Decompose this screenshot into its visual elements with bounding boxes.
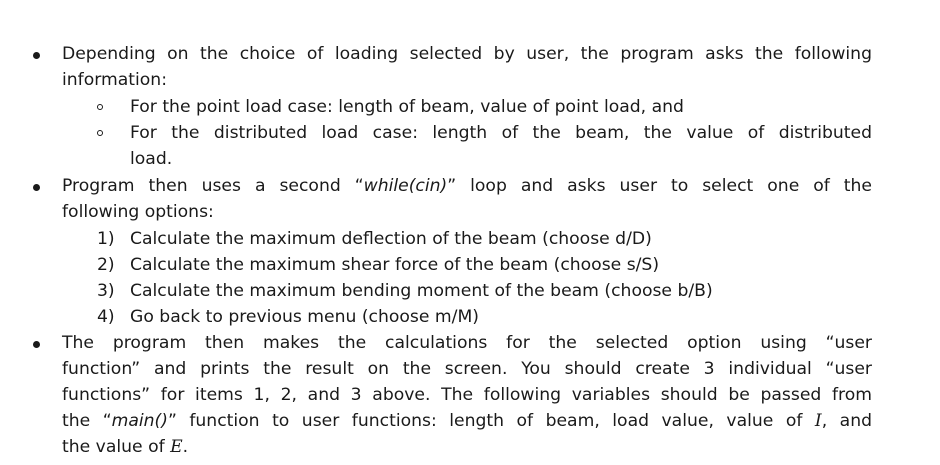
bullet3-line4-code: main() (111, 411, 168, 431)
bullet3-line1: The program then makes the calculations for the selected option using “user (62, 333, 872, 353)
sub-bullet-marker-1 (97, 104, 103, 110)
option-text-1: Calculate the maximum deflection of the beam (choose d/D) (130, 229, 652, 249)
bullet3-line5 (62, 436, 188, 458)
bullet2-line2: following options: (62, 202, 214, 222)
bullet3-line4 (62, 410, 872, 432)
bullet1-line1: Depending on the choice of loading selected by user, the program asks the following (62, 44, 872, 64)
bullet3-line4-mid: ” function to user functions: length of beam, load value, value of (167, 411, 815, 431)
bullet2-line1-code: while(cin) (363, 176, 448, 196)
bullet1-sub2-line1: For the distributed load case: length of the beam, the value of distributed (130, 123, 872, 143)
bullet3-line5-var-E: E (170, 437, 183, 457)
bullet3-line4-post: , and (821, 411, 873, 431)
bullet3-line5-pre: the value of (62, 437, 171, 457)
bullet1-line2: information: (62, 70, 167, 90)
bullet-marker-3 (33, 341, 40, 348)
bullet2-line1-pre: Program then uses a second “ (62, 176, 364, 196)
bullet3-line3: functions” for items 1, 2, and 3 above. The following variables should be passed from (62, 385, 872, 405)
bullet2-line1 (62, 175, 872, 197)
bullet-marker-2 (33, 184, 40, 191)
option-text-4: Go back to previous menu (choose m/M) (130, 307, 479, 327)
option-text-3: Calculate the maximum bending moment of the beam (choose b/B) (130, 281, 713, 301)
option-text-2: Calculate the maximum shear force of the beam (choose s/S) (130, 255, 660, 275)
option-number-2: 2) (97, 255, 115, 275)
bullet3-line4-var-I: I (814, 411, 822, 431)
bullet2-line1-post: ” loop and asks user to select one of the (447, 176, 872, 196)
option-number-1: 1) (97, 229, 115, 249)
sub-bullet-marker-2 (97, 130, 103, 136)
option-number-3: 3) (97, 281, 115, 301)
bullet1-sub2-line2: load. (130, 149, 173, 169)
bullet-marker-1 (33, 52, 40, 59)
bullet3-line2: function” and prints the result on the screen. You should create 3 individual “user (62, 359, 872, 379)
bullet3-line4-pre: the “ (62, 411, 112, 431)
bullet3-line5-post: . (182, 437, 189, 457)
option-number-4: 4) (97, 307, 115, 327)
bullet1-sub1: For the point load case: length of beam, value of point load, and (130, 97, 684, 117)
